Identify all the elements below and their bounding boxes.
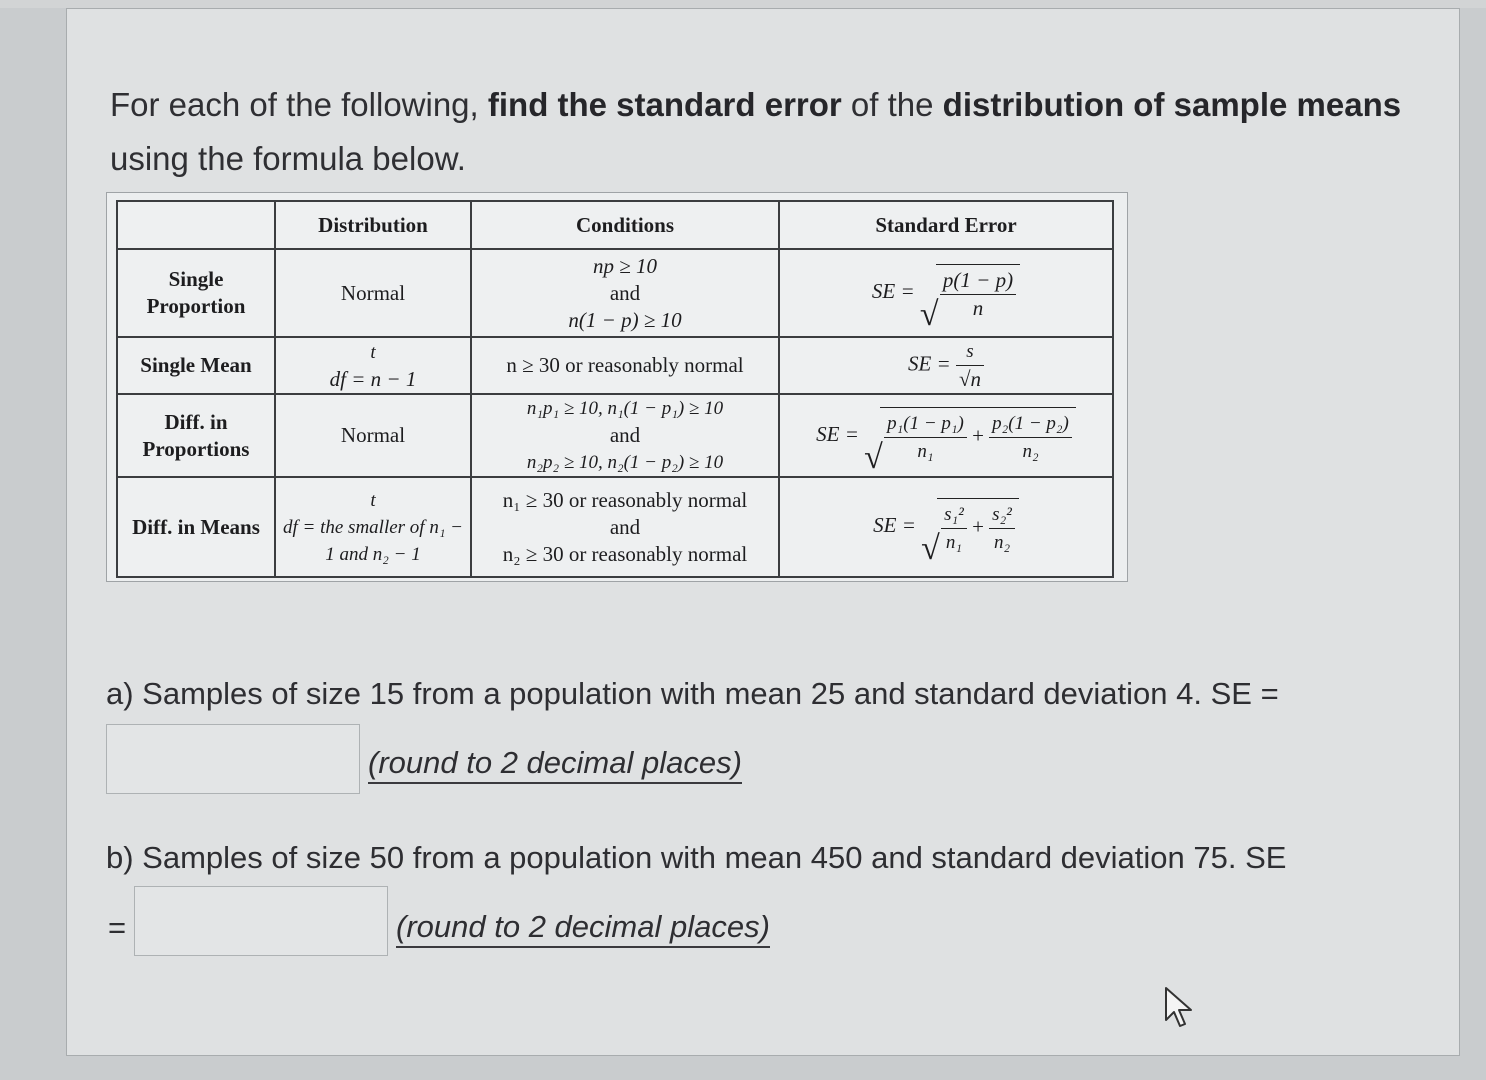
se-numerator-1: p₁(1 − p₁) (884, 410, 967, 438)
question-a-text: a) Samples of size 15 from a population with mean 25 and standard deviation 4. SE = (106, 676, 1279, 711)
se-numerator-2: s₂² (989, 501, 1015, 529)
question-intro (110, 78, 1430, 186)
distribution-cell: Normal (275, 249, 471, 337)
header-standard-error: Standard Error (779, 201, 1113, 249)
mouse-cursor-icon (1164, 986, 1196, 1032)
intro-bold-2: distribution of sample means (942, 86, 1402, 123)
condition-line: n(1 − p) ≥ 10 (568, 307, 682, 332)
intro-bold-1: find the standard error (487, 86, 842, 123)
condition-and: and (609, 280, 641, 305)
row-label-single-proportion: Single Proportion (117, 249, 275, 337)
row-label-diff-means: Diff. in Means (117, 477, 275, 577)
header-distribution: Distribution (275, 201, 471, 249)
conditions-cell (471, 337, 779, 394)
se-lhs: SE = (907, 351, 951, 376)
se-numerator-1: s₁² (941, 501, 967, 529)
conditions-cell (471, 249, 779, 337)
plus-sign: + (972, 422, 984, 447)
se-denominator-1: n₁ (917, 440, 934, 462)
plus-sign: + (972, 514, 984, 539)
conditions-cell (471, 394, 779, 477)
se-fraction (956, 338, 984, 393)
se-denominator: √n (958, 367, 982, 391)
se-denominator-2: n₂ (1022, 440, 1039, 462)
se-lhs: SE = (873, 512, 916, 537)
table-row (117, 394, 1113, 477)
table-header-row (117, 201, 1113, 249)
condition-and: and (609, 423, 641, 447)
se-fraction-1 (941, 501, 967, 556)
table-row (117, 249, 1113, 337)
se-fraction-2 (989, 410, 1072, 465)
condition-line: n ≥ 30 or reasonably normal (506, 353, 744, 377)
se-numerator: s (956, 338, 984, 366)
question-b-text: b) Samples of size 50 from a population with mean 450 and standard deviation 75. SE (106, 840, 1287, 875)
condition-line: n₂ ≥ 30 or reasonably normal (502, 541, 748, 566)
se-formula-single-proportion (779, 249, 1113, 337)
condition-line: n₁p₁ ≥ 10, n₁(1 − p₁) ≥ 10 (526, 398, 724, 419)
conditions-cell (471, 477, 779, 577)
table-row (117, 477, 1113, 577)
se-formula-diff-proportions (779, 394, 1113, 477)
se-numerator: p(1 − p) (940, 267, 1016, 295)
sqrt-symbol: √ $\frac{\text{p₁(1 − p₁)}}{\text{n₁}}$ + $\frac{\text{p₂(1 − p₂)}}{\text{n₂}}$ (864, 407, 1076, 465)
row-label-diff-proportions: Diff. in Proportions (117, 394, 275, 477)
distribution-bottom: df = n − 1 (329, 366, 417, 391)
header-empty (117, 201, 275, 249)
condition-line: n₂p₂ ≥ 10, n₂(1 − p₂) ≥ 10 (526, 452, 724, 473)
round-hint-a: (round to 2 decimal places) (368, 744, 742, 784)
se-numerator-2: p₂(1 − p₂) (989, 410, 1072, 438)
answer-b-input[interactable] (134, 886, 388, 956)
distribution-cell: Normal (275, 394, 471, 477)
round-hint-b: (round to 2 decimal places) (396, 908, 770, 948)
top-strip (0, 0, 1486, 8)
se-denominator-2: n₂ (993, 532, 1011, 553)
se-denominator: n (972, 296, 984, 320)
table-row (117, 337, 1113, 394)
distribution-bottom: df = the smaller of n₁ − 1 and n₂ − 1 (282, 516, 464, 565)
sqrt-symbol: √ $\frac{\text{s₁²}}{\text{n₁}}$ + $\frac{\text{s₂²}}{\text{n₂}}$ (921, 498, 1019, 556)
distribution-cell (275, 477, 471, 577)
se-fraction-2 (989, 501, 1015, 556)
condition-and: and (609, 514, 641, 539)
intro-text: For each of the following, (110, 86, 488, 123)
distribution-top: t (370, 341, 376, 363)
intro-text-3: using the formula below. (110, 140, 466, 177)
header-conditions: Conditions (471, 201, 779, 249)
formula-table (116, 200, 1114, 578)
se-denominator-1: n₁ (945, 532, 963, 553)
se-lhs: SE = (871, 278, 915, 303)
answer-a-input[interactable] (106, 724, 360, 794)
se-lhs: SE = (816, 421, 859, 446)
question-b-equals: = (108, 910, 127, 945)
condition-line: n₁ ≥ 30 or reasonably normal (502, 487, 748, 512)
se-formula-diff-means (779, 477, 1113, 577)
se-fraction-1 (884, 410, 967, 465)
distribution-top: t (370, 489, 376, 511)
se-formula-single-mean (779, 337, 1113, 394)
distribution-cell (275, 337, 471, 394)
intro-text-2: of the (841, 86, 943, 123)
sqrt-symbol: √ $\frac{p(1 - p)}{n}$ (920, 264, 1020, 322)
condition-line: np ≥ 10 (592, 253, 658, 278)
row-label-single-mean: Single Mean (117, 337, 275, 394)
